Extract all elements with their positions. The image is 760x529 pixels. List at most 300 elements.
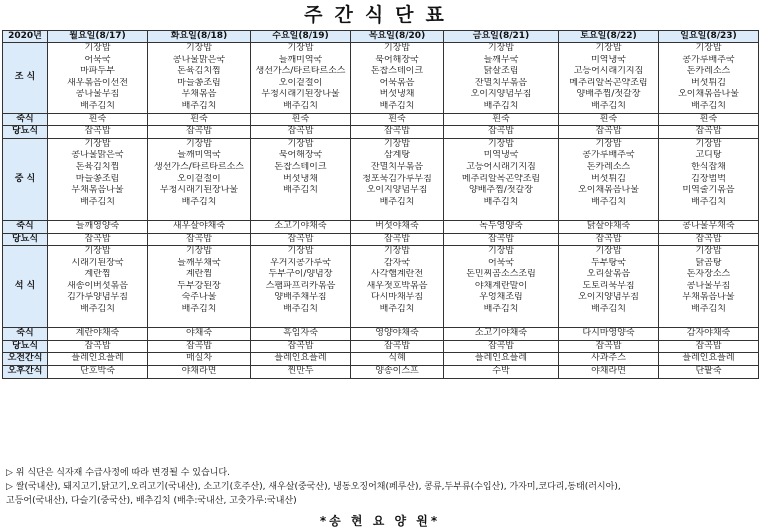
menu-cell	[659, 43, 759, 114]
menu-cell	[659, 126, 759, 139]
day-header: 월요일(8/17)	[48, 31, 148, 43]
menu-item: 김가루양념무침	[67, 292, 128, 303]
menu-cell	[251, 246, 351, 328]
menu-item: 삼계탕	[383, 150, 411, 161]
meal-row	[3, 233, 759, 246]
menu-cell	[659, 220, 759, 233]
menu-item: 잡곡밥	[695, 340, 722, 351]
menu-item: 기장밥	[695, 246, 722, 257]
menu-item: 어묵국	[84, 54, 111, 65]
meal-label: 석 식	[3, 246, 48, 328]
day-header: 일요일(8/23)	[659, 31, 759, 43]
menu-item: 버섯냉채	[283, 173, 318, 184]
menu-item: 콩나물무침	[75, 89, 120, 100]
menu-item: 새송이버섯볶음	[67, 280, 128, 291]
menu-item: 배추김치	[283, 185, 318, 196]
menu-item: 양배추채무침	[274, 292, 327, 303]
menu-item: 기장밥	[185, 138, 213, 149]
menu-item: 감자야채죽	[686, 328, 731, 339]
meal-label: 당뇨식	[3, 340, 48, 353]
menu-cell	[351, 246, 444, 328]
menu-item: 돈육김치찜	[75, 161, 120, 172]
day-header: 목요일(8/20)	[351, 31, 444, 43]
menu-item: 미역냉국	[591, 54, 626, 65]
menu-item	[351, 316, 443, 328]
menu-item: 들깨무채국	[177, 257, 221, 268]
menu-item: 잡곡밥	[84, 340, 111, 351]
year-header: 2020년	[3, 31, 48, 43]
menu-item: 오이겉절이	[177, 173, 221, 184]
menu-cell	[559, 233, 659, 246]
menu-item: 숙주나물	[181, 292, 217, 303]
meal-row	[3, 353, 759, 366]
menu-item: 잡곡밥	[383, 126, 411, 137]
menu-item: 북어해장국	[278, 150, 323, 161]
menu-item: 새우볶음이선전	[67, 77, 128, 88]
meal-label: 죽식	[3, 113, 48, 126]
menu-cell	[659, 113, 759, 126]
menu-item	[659, 208, 758, 220]
menu-item: 어묵볶음	[379, 77, 415, 88]
menu-item: 기장밥	[487, 246, 515, 257]
menu-item: 무채볶음	[181, 89, 217, 100]
menu-item: 돈민찌곰소스조림	[466, 269, 536, 280]
menu-cell	[559, 43, 659, 114]
menu-item: 버섯튀김	[591, 173, 626, 184]
menu-cell	[559, 126, 659, 139]
menu-cell	[444, 366, 559, 379]
meal-label: 당뇨식	[3, 233, 48, 246]
menu-item: 찐만두	[287, 366, 314, 377]
menu-cell	[444, 220, 559, 233]
menu-item: 기장밥	[84, 138, 111, 149]
menu-cell	[559, 246, 659, 328]
menu-item: 마파두부	[80, 66, 115, 77]
menu-item: 다시마채무침	[370, 292, 424, 303]
menu-item	[148, 316, 250, 328]
menu-item: 돈카레소스	[586, 161, 631, 172]
menu-item	[559, 316, 658, 328]
menu-item: 단팥죽	[695, 366, 722, 377]
menu-item: 들깨미역국	[278, 54, 323, 65]
menu-item: 배추김치	[691, 304, 726, 315]
meal-row	[3, 138, 759, 220]
menu-item: 오리살볶음	[586, 269, 631, 280]
menu-item: 배추김치	[80, 304, 115, 315]
menu-cell	[48, 246, 148, 328]
weekly-menu-table	[2, 30, 759, 379]
menu-item: 잡곡밥	[287, 233, 314, 244]
menu-cell	[559, 220, 659, 233]
menu-item: 양송이스프	[375, 366, 419, 377]
menu-item: 메추리알목곤약조림	[461, 173, 541, 184]
menu-item: 계란찜	[84, 269, 111, 280]
menu-cell	[659, 138, 759, 220]
menu-item: 마늘쫑조림	[177, 77, 221, 88]
menu-item: 마늘쫑조림	[75, 173, 120, 184]
menu-item: 콩나물무침	[686, 280, 731, 291]
menu-cell	[444, 126, 559, 139]
menu-cell	[351, 220, 444, 233]
menu-item: 잡곡밥	[84, 233, 111, 244]
menu-item: 양배추찜/젓갈장	[576, 89, 641, 100]
menu-item: 배추김치	[483, 100, 519, 111]
page-title: 주간식단표	[304, 4, 456, 26]
menu-item: 기장밥	[383, 43, 411, 53]
note-line: ▷ 위 식단은 식자재 수급사정에 따라 변경될 수 있습니다.	[6, 468, 230, 478]
menu-item: 돈찹스테이크	[370, 66, 424, 77]
menu-item: 소고기야채죽	[474, 328, 528, 339]
menu-item: 흰죽	[492, 113, 510, 124]
menu-item	[148, 208, 250, 220]
menu-item: 배추김치	[483, 196, 519, 207]
menu-item	[251, 316, 350, 328]
menu-item: 기장밥	[84, 43, 111, 53]
menu-item: 배추김치	[80, 196, 115, 207]
menu-item: 야채계란말이	[474, 280, 528, 291]
menu-cell	[559, 340, 659, 353]
menu-cell	[444, 233, 559, 246]
menu-item: 감자국	[383, 257, 411, 268]
menu-cell	[48, 220, 148, 233]
menu-item: 배추김치	[379, 304, 415, 315]
menu-item: 돈자장소스	[686, 269, 731, 280]
menu-cell	[444, 113, 559, 126]
menu-item	[559, 208, 658, 220]
menu-item: 들깨무국	[483, 54, 519, 65]
menu-item: 야채죽	[185, 328, 213, 339]
menu-item: 계란야채죽	[75, 328, 120, 339]
menu-cell	[251, 220, 351, 233]
menu-item: 잡곡밥	[695, 233, 722, 244]
menu-item: 잡곡밥	[595, 233, 622, 244]
menu-cell	[559, 328, 659, 341]
day-header: 화요일(8/18)	[148, 31, 251, 43]
menu-item: 기장밥	[287, 138, 314, 149]
menu-cell	[444, 43, 559, 114]
menu-item: 오이채볶음나물	[678, 89, 739, 100]
menu-cell	[48, 233, 148, 246]
menu-item: 계란찜	[185, 269, 213, 280]
menu-item: 스팸파프리카볶음	[265, 280, 336, 291]
menu-item: 어묵국	[487, 257, 515, 268]
menu-item: 플레인요플레	[474, 353, 528, 364]
menu-item: 청포묵김가루무침	[362, 173, 432, 184]
menu-item: 잡곡밥	[185, 126, 213, 137]
menu-item: 닭살조림	[483, 66, 519, 77]
menu-item: 기장밥	[487, 43, 515, 53]
menu-cell	[559, 366, 659, 379]
menu-item: 들깨영양죽	[75, 220, 120, 231]
menu-item: 기장밥	[383, 246, 411, 257]
menu-cell	[351, 366, 444, 379]
menu-cell	[559, 353, 659, 366]
facility-name: *송 현 요 양 원*	[319, 514, 441, 528]
menu-item: 무청시래기된장나물	[261, 89, 340, 100]
menu-cell	[251, 366, 351, 379]
menu-cell	[351, 113, 444, 126]
menu-cell	[148, 43, 251, 114]
menu-cell	[659, 328, 759, 341]
menu-item: 배추김치	[80, 100, 115, 111]
menu-cell	[48, 126, 148, 139]
meal-label: 중 식	[3, 138, 48, 220]
menu-item: 오이채볶음나물	[578, 185, 639, 196]
menu-cell	[48, 328, 148, 341]
menu-item: 잡곡밥	[185, 233, 213, 244]
menu-cell	[148, 126, 251, 139]
menu-item: 흑임자죽	[283, 328, 318, 339]
meal-row	[3, 43, 759, 114]
menu-cell	[559, 113, 659, 126]
menu-item: 기장밥	[84, 246, 111, 257]
menu-item: 플레인요플레	[71, 353, 124, 364]
menu-item: 배추김치	[379, 196, 415, 207]
menu-item: 우거지콩가루국	[270, 257, 331, 268]
meal-label: 조 식	[3, 43, 48, 114]
menu-cell	[251, 138, 351, 220]
menu-item: 생선가스/타르타르소스	[255, 66, 346, 77]
menu-cell	[351, 233, 444, 246]
menu-cell	[351, 43, 444, 114]
menu-item: 들깨미역국	[177, 150, 221, 161]
menu-item: 배추김치	[483, 304, 519, 315]
meal-row	[3, 246, 759, 328]
menu-item: 고등어시래기지짐	[573, 66, 644, 77]
menu-item: 새우젓호박볶음	[366, 280, 428, 291]
menu-item: 닭살야채죽	[586, 220, 631, 231]
menu-item: 두부강된장	[177, 280, 221, 291]
menu-cell	[148, 353, 251, 366]
menu-item: 잡곡밥	[287, 126, 314, 137]
menu-item: 녹두영양죽	[479, 220, 523, 231]
meal-row	[3, 113, 759, 126]
menu-item: 닭곰탕	[695, 257, 722, 268]
menu-cell	[251, 353, 351, 366]
menu-cell	[659, 353, 759, 366]
menu-item: 배추김치	[283, 100, 318, 111]
menu-item: 영양야채죽	[375, 328, 419, 339]
meal-row	[3, 340, 759, 353]
menu-item: 배추김치	[181, 196, 217, 207]
menu-item: 매실차	[185, 353, 213, 364]
meal-row	[3, 366, 759, 379]
note-line: ▷ 쌀(국내산), 돼지고기,닭고기,오리고기(국내산), 소고기(호주산), 새우살(중국산), 냉동오징어채(페루산), 콩류,두부류(수입산), 가자미,코다리,동태(러시아),	[6, 482, 621, 492]
menu-item: 콩나물맑은국	[71, 150, 124, 161]
menu-item: 잡곡밥	[383, 340, 411, 351]
menu-cell	[659, 246, 759, 328]
menu-item: 콩가루배추국	[582, 150, 635, 161]
menu-item: 무채볶음나물	[682, 292, 735, 303]
day-header: 토요일(8/22)	[559, 31, 659, 43]
menu-item: 잡곡밥	[84, 126, 111, 137]
meal-label: 오전간식	[3, 353, 48, 366]
menu-item: 기장밥	[487, 138, 515, 149]
menu-item	[251, 208, 350, 220]
menu-item: 기장밥	[595, 138, 622, 149]
menu-item: 배추김치	[691, 100, 726, 111]
menu-item: 잔멸치무볶음	[474, 77, 528, 88]
menu-cell	[251, 113, 351, 126]
menu-item: 잡곡밥	[595, 340, 622, 351]
meal-label: 죽식	[3, 328, 48, 341]
menu-item: 돈육김치찜	[177, 66, 221, 77]
menu-item: 콩나물맑은국	[172, 54, 226, 65]
menu-item: 기장밥	[695, 43, 722, 53]
menu-item: 잡곡밥	[595, 126, 622, 137]
menu-item: 미역줄기볶음	[682, 185, 735, 196]
menu-item: 사과주스	[591, 353, 626, 364]
menu-item	[48, 316, 147, 328]
header-row	[3, 31, 759, 43]
menu-item	[444, 208, 558, 220]
menu-item: 기장밥	[287, 43, 314, 53]
menu-item: 메추리알목곤약조림	[569, 77, 648, 88]
menu-item: 버섯야채죽	[375, 220, 419, 231]
menu-item: 기장밥	[595, 246, 622, 257]
menu-item: 북어해장국	[375, 54, 419, 65]
meal-row	[3, 328, 759, 341]
menu-item: 콩가루배추국	[682, 54, 735, 65]
menu-item: 배추김치	[691, 196, 726, 207]
menu-item: 흰죽	[699, 113, 718, 124]
menu-item: 야채라면	[181, 366, 217, 377]
menu-item: 배추김치	[591, 304, 626, 315]
menu-item: 오이지양념무침	[578, 292, 639, 303]
menu-cell	[444, 328, 559, 341]
menu-item: 수박	[492, 366, 510, 377]
menu-cell	[444, 138, 559, 220]
menu-cell	[48, 43, 148, 114]
menu-item: 다시마영양죽	[582, 328, 635, 339]
menu-item: 잡곡밥	[487, 233, 515, 244]
menu-item	[351, 208, 443, 220]
menu-item: 오이겉절이	[278, 77, 323, 88]
menu-cell	[148, 340, 251, 353]
menu-item: 돈카레소스	[686, 66, 731, 77]
menu-item: 배추김치	[283, 304, 318, 315]
menu-item	[444, 316, 558, 328]
menu-item: 식혜	[388, 353, 406, 364]
menu-cell	[444, 246, 559, 328]
menu-item: 고디탕	[695, 150, 722, 161]
meal-row	[3, 126, 759, 139]
menu-item: 기장밥	[185, 43, 213, 53]
menu-item: 버섯튀김	[691, 77, 726, 88]
menu-cell	[351, 340, 444, 353]
menu-item: 버섯냉채	[379, 89, 415, 100]
menu-item: 미역냉국	[483, 150, 519, 161]
menu-item: 두부구이/양념장	[268, 269, 333, 280]
menu-cell	[351, 138, 444, 220]
menu-item: 기장밥	[383, 138, 411, 149]
menu-item	[48, 208, 147, 220]
menu-item: 흰죽	[291, 113, 310, 124]
menu-item: 두부탕국	[591, 257, 626, 268]
menu-item: 흰죽	[190, 113, 208, 124]
menu-cell	[251, 126, 351, 139]
note-line: 고등어(국내산), 다슬기(중국산), 배추김치 (배추:국내산, 고춧가루:국내산)	[6, 496, 297, 506]
menu-item: 배추김치	[379, 100, 415, 111]
menu-item: 김장범벅	[691, 173, 726, 184]
menu-item: 잡곡밥	[383, 233, 411, 244]
meal-row	[3, 220, 759, 233]
menu-cell	[659, 340, 759, 353]
menu-cell	[48, 340, 148, 353]
menu-cell	[559, 138, 659, 220]
menu-cell	[48, 113, 148, 126]
meal-label: 죽식	[3, 220, 48, 233]
menu-item: 무청시래기된장나물	[159, 185, 239, 196]
menu-cell	[444, 353, 559, 366]
menu-item: 콩나물무채죽	[682, 220, 735, 231]
menu-item: 잡곡밥	[487, 340, 515, 351]
menu-item: 야채라면	[591, 366, 626, 377]
menu-item: 기장밥	[695, 138, 722, 149]
menu-item: 잡곡밥	[185, 340, 213, 351]
menu-item: 돈찹스테이크	[274, 161, 327, 172]
menu-item: 무채볶음나물	[71, 185, 124, 196]
menu-body	[3, 43, 759, 379]
menu-item: 플레인요플레	[682, 353, 735, 364]
menu-cell	[659, 366, 759, 379]
menu-cell	[148, 220, 251, 233]
menu-item: 단호박죽	[80, 366, 115, 377]
menu-cell	[444, 340, 559, 353]
menu-cell	[148, 246, 251, 328]
menu-item: 우엉채조림	[479, 292, 523, 303]
meal-label: 당뇨식	[3, 126, 48, 139]
menu-item: 새우살야채죽	[172, 220, 226, 231]
menu-cell	[148, 366, 251, 379]
menu-item: 오이지양념무침	[470, 89, 532, 100]
menu-item: 흰죽	[88, 113, 107, 124]
menu-cell	[48, 138, 148, 220]
menu-cell	[351, 126, 444, 139]
notes	[6, 466, 756, 508]
menu-item: 플레인요플레	[274, 353, 327, 364]
menu-cell	[251, 233, 351, 246]
menu-item: 흰죽	[388, 113, 406, 124]
menu-item: 한식잡채	[691, 161, 726, 172]
day-header: 금요일(8/21)	[444, 31, 559, 43]
menu-item: 잔멸치무볶음	[370, 161, 424, 172]
menu-item: 배추김치	[591, 100, 626, 111]
menu-item: 오이지양념무침	[366, 185, 428, 196]
menu-item: 기장밥	[185, 246, 213, 257]
menu-item: 흰죽	[599, 113, 618, 124]
day-header: 수요일(8/19)	[251, 31, 351, 43]
menu-item: 소고기야채죽	[274, 220, 327, 231]
menu-cell	[148, 328, 251, 341]
menu-item: 배추김치	[591, 196, 626, 207]
menu-cell	[251, 328, 351, 341]
menu-item: 기장밥	[287, 246, 314, 257]
menu-cell	[48, 366, 148, 379]
menu-item: 양배추찜/젓갈장	[469, 185, 533, 196]
meal-label: 오후간식	[3, 366, 48, 379]
menu-item: 잡곡밥	[487, 126, 515, 137]
menu-cell	[351, 353, 444, 366]
menu-cell	[148, 113, 251, 126]
menu-item	[659, 316, 758, 328]
menu-cell	[148, 233, 251, 246]
menu-item: 사각햄계란전	[370, 269, 424, 280]
menu-item	[251, 197, 350, 209]
menu-cell	[148, 138, 251, 220]
menu-item: 시래기된장국	[71, 257, 124, 268]
menu-cell	[251, 340, 351, 353]
